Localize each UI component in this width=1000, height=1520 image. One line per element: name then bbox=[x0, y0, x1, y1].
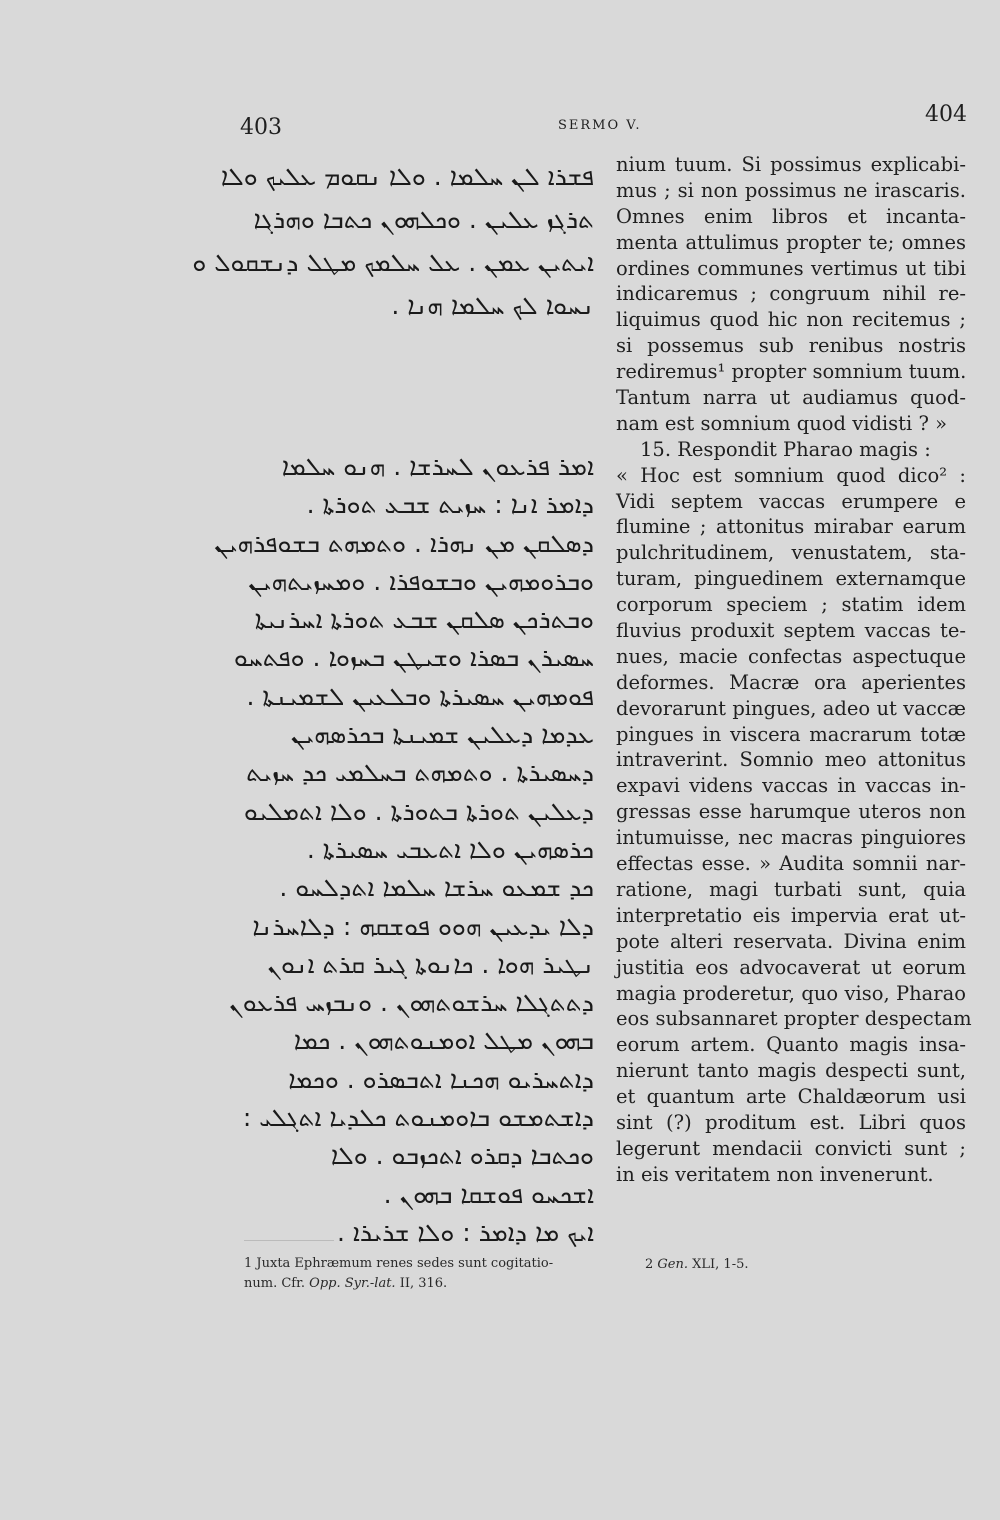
syriac-line: ܚܣܝܪܢ ܒܣܪܐ ܘܫܝܛܢ ܒܚܙܘܐ . ܘܦܬܚܘ bbox=[233, 643, 594, 673]
syriac-line: ܘܒܬܪܟܢ ܣܠܩܢ ܫܒܥ ܬܘܪܬܐ ܐܚܪܢܝܬܐ bbox=[254, 605, 594, 635]
footnote-left-line-1: 1 Juxta Ephræmum renes sedes sunt cogitatio- bbox=[244, 1256, 554, 1271]
syriac-line: ܒܗܘܢ ܡܛܠ ܐܘܡܢܘܬܗܘܢ . ܟܡܐ bbox=[293, 1026, 594, 1056]
latin-line: liquimus quod hic non recitemus ; bbox=[616, 308, 966, 332]
latin-line: in eis veritatem non invenerunt. bbox=[616, 1162, 934, 1186]
latin-line: devorarunt pingues, adeo ut vaccæ bbox=[616, 696, 966, 720]
latin-line: expavi videns vaccas in vaccas in- bbox=[616, 774, 966, 798]
latin-line: magia proderetur, quo viso, Pharao bbox=[616, 981, 966, 1005]
latin-line: 15. Respondit Pharao magis : bbox=[640, 437, 931, 461]
syriac-line: ܕܥܠܝܢ ܬܘܪܬܐ ܒܬܘܪܬܐ . ܘܠܐ ܐܬܡܠܝܘ bbox=[243, 796, 594, 826]
syriac-line: ܐܡܪ ܦܪܥܘܢ ܠܚܪܫܐ . ܗܢܘ ܚܠܡܐ bbox=[281, 452, 594, 481]
latin-line: nium tuum. Si possimus explicabi- bbox=[616, 153, 966, 176]
footnote-left-line-2: num. Cfr. Opp. Syr.-lat. II, 316. bbox=[244, 1276, 448, 1291]
syriac-line: ܦܫܪܐ ܠܢ ܚܠܡܐ . ܘܠܐ ܢܩܘܡ ܥܠܝܟ ܘܠܐ bbox=[220, 162, 594, 191]
latin-line: indicaremus ; congruum nihil re- bbox=[616, 282, 966, 306]
syriac-line: ܢܛܝܪ ܗܘܐ . ܟܐܢܘܬܐ ܓܝܪ ܩܪܬ ܐܢܘܢ bbox=[267, 949, 594, 979]
syriac-line: ܘܟܬܒܐ ܕܩܪܘ ܐܬܟܙܒܘ . ܘܠܐ bbox=[330, 1141, 594, 1171]
latin-line: legerunt mendacii convicti sunt ; bbox=[616, 1136, 966, 1160]
latin-line: « Hoc est somnium quod dico² : bbox=[616, 463, 966, 487]
syriac-line: ܦܘܡܗܝܢ ܚܣܝܪܬܐ ܘܒܠܥܝܢ ܠܫܡܝܢܬܐ . bbox=[246, 681, 594, 711]
latin-line: eorum artem. Quanto magis insa- bbox=[616, 1033, 966, 1057]
syriac-line: ܕܐܡܪ ܐܢܐ : ܚܙܝܬ ܫܒܥ ܬܘܪܬܐ . bbox=[306, 490, 594, 520]
latin-line: menta attulimus propter te; omnes bbox=[616, 230, 966, 254]
latin-line: nierunt tanto magis despecti sunt, bbox=[616, 1059, 966, 1083]
syriac-line: ܟܪܣܗܝܢ ܘܠܐ ܐܬܥܒܝ ܚܣܝܪܬܐ . bbox=[306, 834, 594, 864]
footnote-right: 2 Gen. XLI, 1-5. bbox=[645, 1257, 749, 1272]
latin-line: corporum speciem ; statim idem bbox=[616, 593, 966, 617]
latin-line: fluvius produxit septem vaccas te- bbox=[616, 619, 966, 643]
syriac-line: ܕܐܬܚܪܝܘ ܗܟܢܐ ܐܬܒܣܪܘ . ܘܟܡܐ bbox=[288, 1064, 594, 1094]
latin-line: intumuisse, nec macras pinguiores bbox=[616, 826, 966, 850]
syriac-line: ܐܝܬܝܢ ܥܡܢ . ܥܠ ܚܠܡܟ ܡܛܠ ܕܢܫܩܘܠ ܘ bbox=[192, 248, 594, 277]
running-head: SERMO V. bbox=[558, 118, 642, 133]
syriac-text-block-2 bbox=[214, 448, 594, 1252]
latin-line: Omnes enim libros et incanta- bbox=[616, 204, 966, 228]
syriac-line: ܕܣܠܩܢ ܡܢ ܢܗܪܐ . ܘܬܡܗܬ ܒܫܘܦܪܗܝܢ bbox=[214, 528, 594, 558]
latin-line: Vidi septem vaccas erumpere e bbox=[616, 489, 966, 513]
latin-line: mus ; si non possimus ne irascaris. bbox=[616, 178, 966, 202]
page-number-left: 403 bbox=[240, 115, 282, 140]
syriac-text-block-1 bbox=[192, 155, 594, 327]
latin-line: ordines communes vertimus ut tibi bbox=[616, 256, 966, 280]
syriac-line: ܕܠܐ ܝܕܥܝܢ ܗܘܘ ܦܘܫܩܗ : ܕܠܐܚܪܢܐ bbox=[252, 911, 594, 941]
syriac-line: ܐܫܟܚܘ ܦܘܫܩܐ ܒܗܘܢ . bbox=[383, 1179, 594, 1209]
latin-line: ratione, magi turbati sunt, quia bbox=[616, 877, 966, 901]
footnote-left bbox=[244, 1254, 604, 1294]
syriac-line: ܥܕܡܐ ܕܥܠܝܢ ܫܡܝܢܬܐ ܒܟܪܣܗܝܢ bbox=[290, 720, 594, 750]
syriac-line: ܟܕ ܫܡܥܘ ܚܪܫܐ ܚܠܡܐ ܐܬܕܠܚܘ . bbox=[279, 873, 594, 903]
syriac-line: ܕܐܫܬܡܫܘ ܒܐܘܡܢܘܬ ܟܠܕܝܐ ܐܬܓܠܝ : bbox=[242, 1103, 594, 1133]
latin-line: pulchritudinem, venustatem, sta- bbox=[616, 541, 966, 565]
syriac-line: ܢܚܘܐ ܠܟ ܚܠܡܐ ܗܢܐ . bbox=[391, 291, 594, 320]
footnote-rule bbox=[244, 1240, 334, 1241]
latin-line: effectas esse. » Audita somnii nar- bbox=[616, 852, 966, 876]
syriac-line: ܐܝܟ ܡܐ ܕܐܡܪ : ܘܠܐ ܫܪܝܪܐ . bbox=[336, 1217, 594, 1247]
latin-line: pote alteri reservata. Divina enim bbox=[616, 929, 966, 953]
page-number-right: 404 bbox=[925, 102, 967, 127]
latin-line: pingues in viscera macrarum totæ bbox=[616, 722, 966, 746]
latin-line: deformes. Macræ ora aperientes bbox=[616, 670, 966, 694]
latin-line: interpretatio eis impervia erat ut- bbox=[616, 903, 966, 927]
latin-line: et quantum arte Chaldæorum usi bbox=[616, 1085, 966, 1109]
syriac-line: ܕܬܬܓܠܐ ܚܪܫܘܬܗܘܢ . ܘܢܒܙܚ ܦܪܥܘܢ bbox=[229, 988, 594, 1018]
latin-line: rediremus¹ propter somnium tuum. bbox=[616, 360, 967, 384]
latin-line: flumine ; attonitus mirabar earum bbox=[616, 515, 966, 539]
latin-line: intraverint. Somnio meo attonitus bbox=[616, 748, 966, 772]
syriac-line: ܕܚܣܝܪܬܐ . ܘܬܡܗܬ ܒܚܠܡܝ ܟܕ ܚܙܝܬ bbox=[246, 758, 594, 788]
latin-line: eos subsannaret propter despectam bbox=[616, 1007, 972, 1031]
syriac-line: ܬܪܓܙ ܥܠܝܢ . ܘܟܠܗܘܢ ܟܬܒܐ ܘܗܪܓܐ bbox=[253, 205, 594, 234]
latin-line: sint (?) proditum est. Libri quos bbox=[616, 1110, 966, 1134]
latin-line: nam est somnium quod vidisti ? » bbox=[616, 411, 948, 435]
syriac-line: ܘܒܪܘܡܗܝܢ ܘܒܫܘܦܪܐ . ܘܡܚܙܝܬܗܝܢ bbox=[248, 566, 594, 596]
latin-line: justitia eos advocaverat ut eorum bbox=[616, 955, 966, 979]
latin-line: si possemus sub renibus nostris bbox=[616, 334, 966, 358]
latin-line: Tantum narra ut audiamus quod- bbox=[616, 386, 966, 410]
latin-line: nues, macie confectas aspectuque bbox=[616, 644, 966, 668]
latin-translation-column bbox=[616, 152, 972, 1188]
latin-line: gressas esse harumque uteros non bbox=[616, 800, 966, 824]
latin-line: turam, pinguedinem externamque bbox=[616, 567, 966, 591]
